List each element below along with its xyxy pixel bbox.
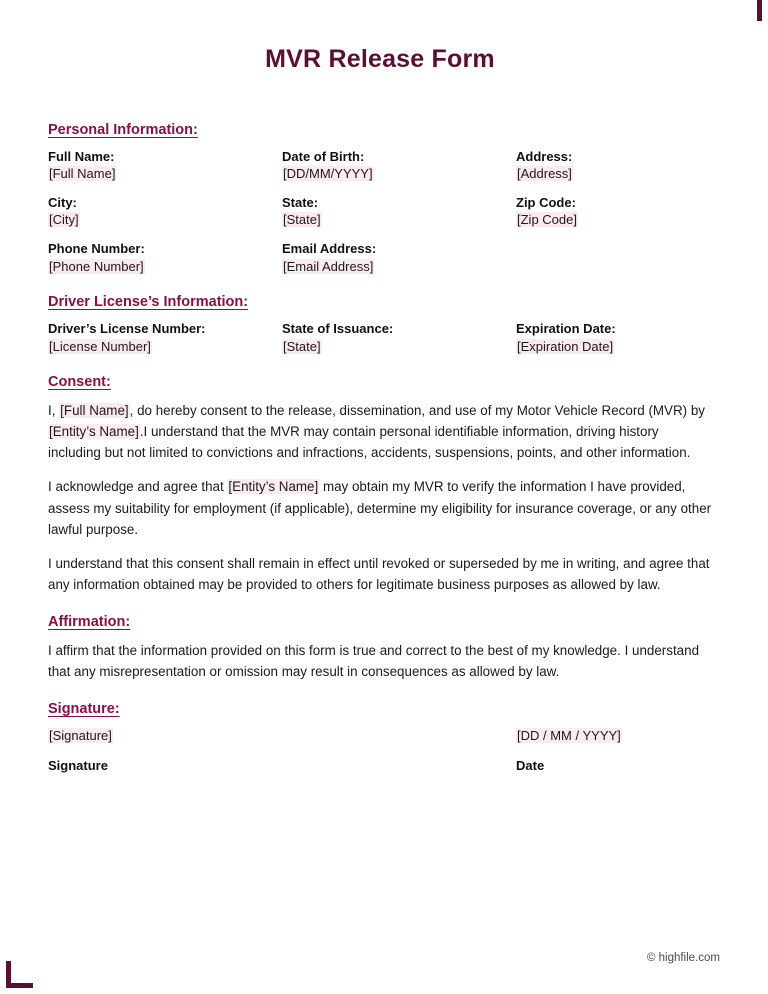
page-title: MVR Release Form <box>265 45 495 73</box>
field-value-text: [Expiration Date] <box>517 338 614 354</box>
field-value-text: [Full Name] <box>49 166 116 182</box>
field-label: Address: <box>516 148 573 164</box>
field-value-text: [License Number] <box>49 338 151 354</box>
field-value-phone-number[interactable] <box>48 258 272 276</box>
field-row <box>48 240 712 275</box>
signature-value-row <box>48 727 712 745</box>
field-value-city[interactable] <box>48 211 272 229</box>
signature-field-cell <box>48 727 516 745</box>
field-value-license-number[interactable] <box>48 338 272 356</box>
footer-copyright: © highfile.com <box>646 952 720 964</box>
field-group-empty <box>516 240 712 275</box>
signature-caption-cell <box>48 757 516 775</box>
field-group-phone-number <box>48 240 282 275</box>
affirmation-paragraph: I affirm that the information provided on this form is true and correct to the best of my knowledge. I understand that any misrepresentation or omission may result in consequences as allowed by law. <box>48 643 700 680</box>
consent-paragraph-2 <box>48 476 712 540</box>
consent-p1-part-3: .I understand that the MVR may contain personal identifiable information, driving history including but not limited to convictions and infractions, accidents, suspensions, points, and other information. <box>48 424 691 461</box>
field-group-expiration-date <box>516 320 712 355</box>
document-content <box>48 0 712 774</box>
field-value-text: [Address] <box>517 166 572 182</box>
date-field[interactable] <box>516 727 712 745</box>
consent-p1-part-1: I, <box>48 402 60 418</box>
field-group-state <box>282 194 516 229</box>
field-row <box>48 320 712 355</box>
field-label: State: <box>282 194 319 210</box>
consent-p2-field-entity-name[interactable]: [Entity’s Name] <box>228 479 319 495</box>
field-value-state-of-issuance[interactable] <box>282 338 506 356</box>
field-value-text: [City] <box>49 212 79 228</box>
section-heading-affirmation: Affirmation: <box>48 614 131 631</box>
field-value-text: [State] <box>283 338 321 354</box>
field-value-date-of-birth[interactable] <box>282 165 506 183</box>
field-value-text: [State] <box>283 212 321 228</box>
field-group-state-of-issuance <box>282 320 516 355</box>
field-row <box>48 194 712 229</box>
signature-field-text: [Signature] <box>49 728 112 744</box>
field-group-date-of-birth <box>282 148 516 183</box>
section-heading-signature: Signature: <box>48 701 120 718</box>
consent-paragraph-3: I understand that this consent shall remain in effect until revoked or superseded by me in writing, and agree that any information obtained may be provided to others for legitimate business purposes as allowed by law. <box>48 555 710 593</box>
field-label: Expiration Date: <box>516 320 616 336</box>
consent-p1-part-2: , do hereby consent to the release, dissemination, and use of my Motor Vehicle Record (MVR) by <box>129 402 705 418</box>
crop-mark-top-right-icon <box>735 0 762 21</box>
field-group-city <box>48 194 282 229</box>
field-value-text: [Phone Number] <box>49 258 144 274</box>
section-heading-consent: Consent: <box>48 374 111 391</box>
field-label: Zip Code: <box>516 194 576 210</box>
field-value-zip-code[interactable] <box>516 211 702 229</box>
field-group-full-name <box>48 148 282 183</box>
crop-mark-bottom-left-icon <box>6 961 33 988</box>
date-field-text: [DD / MM / YYYY] <box>517 728 621 744</box>
field-label: Full Name: <box>48 148 115 164</box>
section-heading-personal-information: Personal Information: <box>48 122 198 138</box>
field-group-address <box>516 148 712 183</box>
consent-paragraph-1 <box>48 400 712 464</box>
date-caption: Date <box>516 757 545 773</box>
signature-caption: Signature <box>48 757 108 773</box>
consent-p2-part-2: may obtain my MVR to verify the information I have provided, assess my suitability for employment (if applicable), determine my eligibility for insurance coverage, or any other lawful purpose. <box>48 479 712 537</box>
signature-caption-row <box>48 757 712 775</box>
field-label: Date of Birth: <box>282 148 365 164</box>
field-value-text: [Email Address] <box>283 258 374 274</box>
field-group-license-number <box>48 320 282 355</box>
field-value-email-address[interactable] <box>282 258 506 276</box>
signature-field[interactable] <box>48 727 516 745</box>
field-value-text: [Zip Code] <box>517 212 577 228</box>
date-caption-cell <box>516 757 712 775</box>
field-group-zip-code <box>516 194 712 229</box>
field-value-full-name[interactable] <box>48 165 272 183</box>
field-value-state[interactable] <box>282 211 506 229</box>
field-value-address[interactable] <box>516 165 702 183</box>
field-label: Phone Number: <box>48 241 145 257</box>
field-value-expiration-date[interactable] <box>516 338 702 356</box>
field-row <box>48 148 712 183</box>
field-label: City: <box>48 194 77 210</box>
field-label: State of Issuance: <box>282 320 394 336</box>
consent-p1-field-entity-name[interactable]: [Entity’s Name] <box>49 424 139 440</box>
field-label: Email Address: <box>282 241 377 257</box>
consent-p1-field-full-name[interactable]: [Full Name] <box>60 402 129 418</box>
field-label: Driver’s License Number: <box>48 320 206 336</box>
consent-p2-part-1: I acknowledge and agree that <box>48 479 228 495</box>
field-value-text: [DD/MM/YYYY] <box>283 166 373 182</box>
date-field-cell <box>516 727 712 745</box>
section-heading-driver-license-information: Driver License’s Information: <box>48 294 249 311</box>
field-group-email-address <box>282 240 516 275</box>
